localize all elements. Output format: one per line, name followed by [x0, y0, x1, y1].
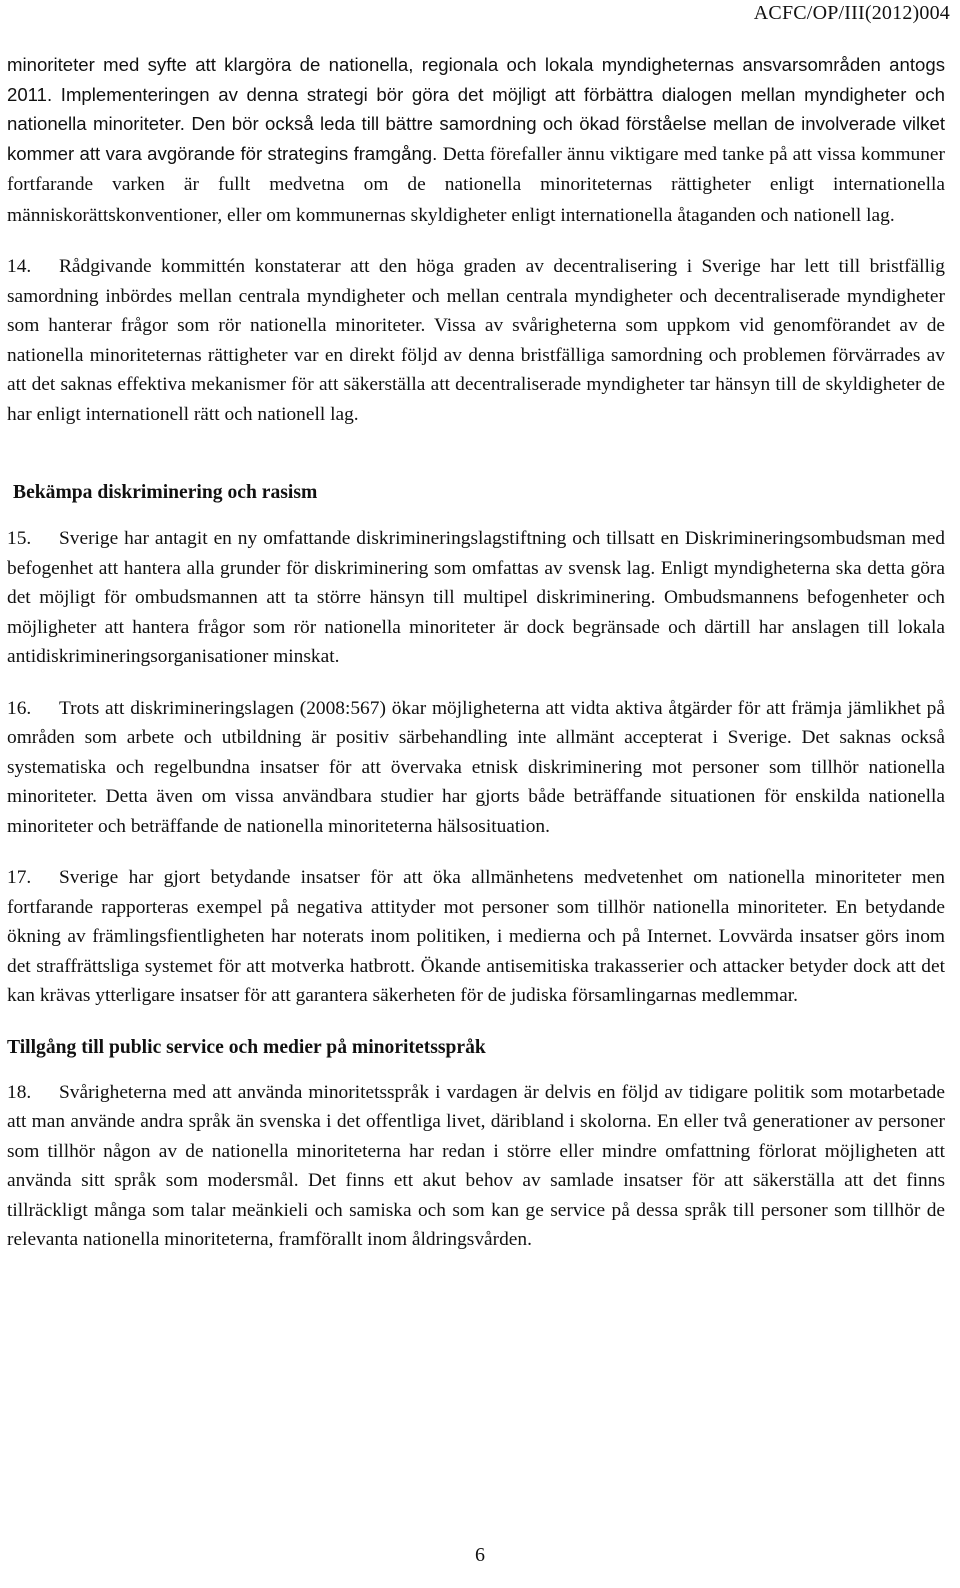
- paragraph-text: Rådgivande kommittén konstaterar att den höga graden av decentralisering i Sverige har lett till bristfällig samordning inbördes mellan centrala myndigheter och mellan centrala myndigheter och decentraliserade myndigheter som hanterar frågor som rör nationella minoriteter. Vissa av svårigheterna som uppkom vid genomförandet av de nationella minoriteternas rättigheter var en direkt följd av denna bristfälliga samordning och problemen förvärrades av att det saknas effektiva mekanismer för att säkerställa att decentraliserade myndigheter tar hänsyn till de skyldigheter de har enligt internationell rätt och nationell lag.: [7, 256, 945, 425]
- paragraph-16: [7, 694, 945, 842]
- paragraph-18: [7, 1078, 945, 1255]
- document-reference: ACFC/OP/III(2012)004: [753, 2, 950, 24]
- paragraph-15: [7, 524, 945, 672]
- page-number: 6: [475, 1544, 485, 1566]
- paragraph-number: 15.: [7, 528, 32, 549]
- continuation-text-part1: minoriteter med syfte att klargöra de nationella, regionala och lokala myndigheternas ansvarsområden antogs 2011. Implementeringen av denna strategi bör göra det möjligt att förbättra dialogen mellan myndigheter och nationella minoriteter. Den bör också leda till bättre samordning och ökad förståelse mellan de involverade vilket kommer att vara avgörande för strategins framgång.: [7, 54, 945, 164]
- section-heading-media: Tillgång till public service och medier på minoritetsspråk: [7, 1036, 486, 1058]
- page-body: [7, 50, 945, 1255]
- paragraph-text: Svårigheterna med att använda minoritetsspråk i vardagen är delvis en följd av tidigare politik som motarbetade att man använde andra språk än svenska i det offentliga livet, däribland i skolorna. En eller två generationer av personer som tillhör någon av de nationella minoriteterna har redan i större eller mindre omfattning förlorat möjligheten att använda sitt språk som modersmål. Det finns ett akut behov av samlade insatser för att säkerställa att det finns tillräckligt många som talar meänkieli och samiska och som kan ge service på dessa språk till personer som tillhör de relevanta nationella minoriteterna, framförallt inom åldringsvården.: [7, 1081, 945, 1250]
- paragraph-number: 14.: [7, 256, 32, 277]
- paragraph-14: [7, 252, 945, 429]
- paragraph-number: 17.: [7, 867, 32, 888]
- continuation-text-part2: Detta förefaller ännu viktigare med tanke på att vissa kommuner fortfarande varken är fullt medvetna om de nationella minoriteternas rättigheter enligt internationella människorättskonventioner, eller om kommunernas skyldigheter enligt internationella åtaganden och nationell lag.: [7, 143, 945, 226]
- section-heading-discrimination: Bekämpa diskriminering och rasism: [13, 482, 318, 503]
- paragraph-text: Trots att diskrimineringslagen (2008:567) ökar möjligheterna att vidta aktiva åtgärder för att främja jämlikhet på områden som arbete och utbildning är positiv särbehandling inte allmänt accepterat i Sverige. Det saknas också systematiska och regelbundna insatser för att övervaka etnisk diskriminering mot personer som tillhör nationella minoriteter. Detta även om vissa användbara studier har gjorts både beträffande situationen för enskilda nationella minoriteter och beträffande de nationella minoriteterna hälsosituation.: [7, 697, 945, 837]
- paragraph-17: [7, 863, 945, 1011]
- continuation-paragraph: [7, 50, 945, 230]
- paragraph-number: 16.: [7, 697, 32, 719]
- paragraph-text: Sverige har gjort betydande insatser för att öka allmänhetens medvetenhet om nationella minoriteter men fortfarande rapporteras exempel på negativa attityder mot personer som tillhör nationella minoriteter. En betydande ökning av främlingsfientligheten har noterats inom politiken, i medierna och på Internet. Lovvärda insatser görs inom det straffrättsliga systemet för att motverka hatbrott. Ökande antisemitiska trakasserier och attacker betyder dock att det kan krävas ytterligare insatser för att garantera säkerheten för de judiska församlingarnas medlemmar.: [7, 867, 945, 1006]
- paragraph-text: Sverige har antagit en ny omfattande diskrimineringslagstiftning och tillsatt en Diskrimineringsombudsman med befogenhet att hantera alla grunder för diskriminering som omfattas av svensk lag. Enligt myndigheterna ska detta göra det möjligt för ombudsmannen att ta större hänsyn till multipel diskriminering. Ombudsmannens befogenheter och möjligheter att hantera frågor som rör nationella minoriteter är dock begränsade och därtill har anslagen till lokala antidiskrimineringsorganisationer minskat.: [7, 528, 945, 667]
- paragraph-number: 18.: [7, 1081, 32, 1103]
